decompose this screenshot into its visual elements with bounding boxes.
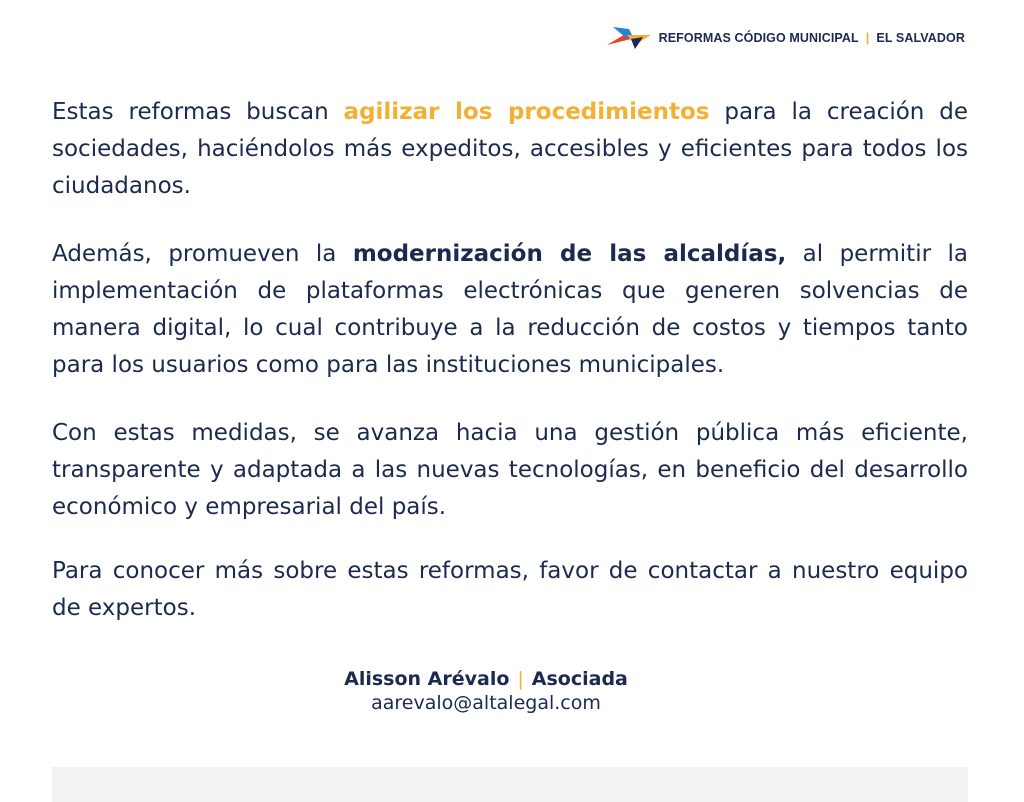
signature-role: Asociada: [531, 668, 628, 690]
header-country: EL SALVADOR: [876, 31, 965, 45]
paragraph-text: Además, promueven la: [52, 241, 353, 267]
header-title: REFORMAS CÓDIGO MUNICIPAL: [658, 31, 859, 45]
paragraph-text: al permitir la implementación de plataformas electrónicas que generen solvencias de manera digital, lo cual contribuye a la reducción de costos y tiempos tanto para los usuarios como para las instituciones municipales.: [52, 241, 968, 378]
signature-name: Alisson Arévalo: [344, 668, 510, 690]
highlight-procedures: agilizar los procedimientos: [343, 99, 710, 125]
document-body: [52, 94, 968, 627]
page-header: [605, 25, 965, 51]
paragraph-measures: Con estas medidas, se avanza hacia una gestión pública más eficiente, transparente y adaptada a las nuevas tecnologías, en beneficio del desarrollo económico y empresarial del país.: [52, 420, 968, 520]
paragraph-contact: Para conocer más sobre estas reformas, favor de contactar a nuestro equipo de expertos.: [52, 558, 968, 621]
footer-bar: [52, 767, 968, 802]
paragraph-procedures: [52, 94, 968, 205]
bird-logo-icon: [605, 25, 653, 51]
signature-block: [0, 667, 972, 715]
paragraph-modernization: [52, 236, 968, 384]
header-separator: |: [865, 31, 870, 45]
signature-email[interactable]: aarevalo@altalegal.com: [371, 692, 601, 714]
paragraph-text: para la creación de sociedades, haciéndolos más expeditos, accesibles y eficientes para todos los ciudadanos.: [52, 99, 969, 199]
paragraph-text: Estas reformas buscan: [52, 99, 344, 125]
highlight-modernization: modernización de las alcaldías,: [352, 241, 787, 267]
signature-name-line: [0, 667, 972, 691]
signature-separator: |: [517, 668, 524, 690]
